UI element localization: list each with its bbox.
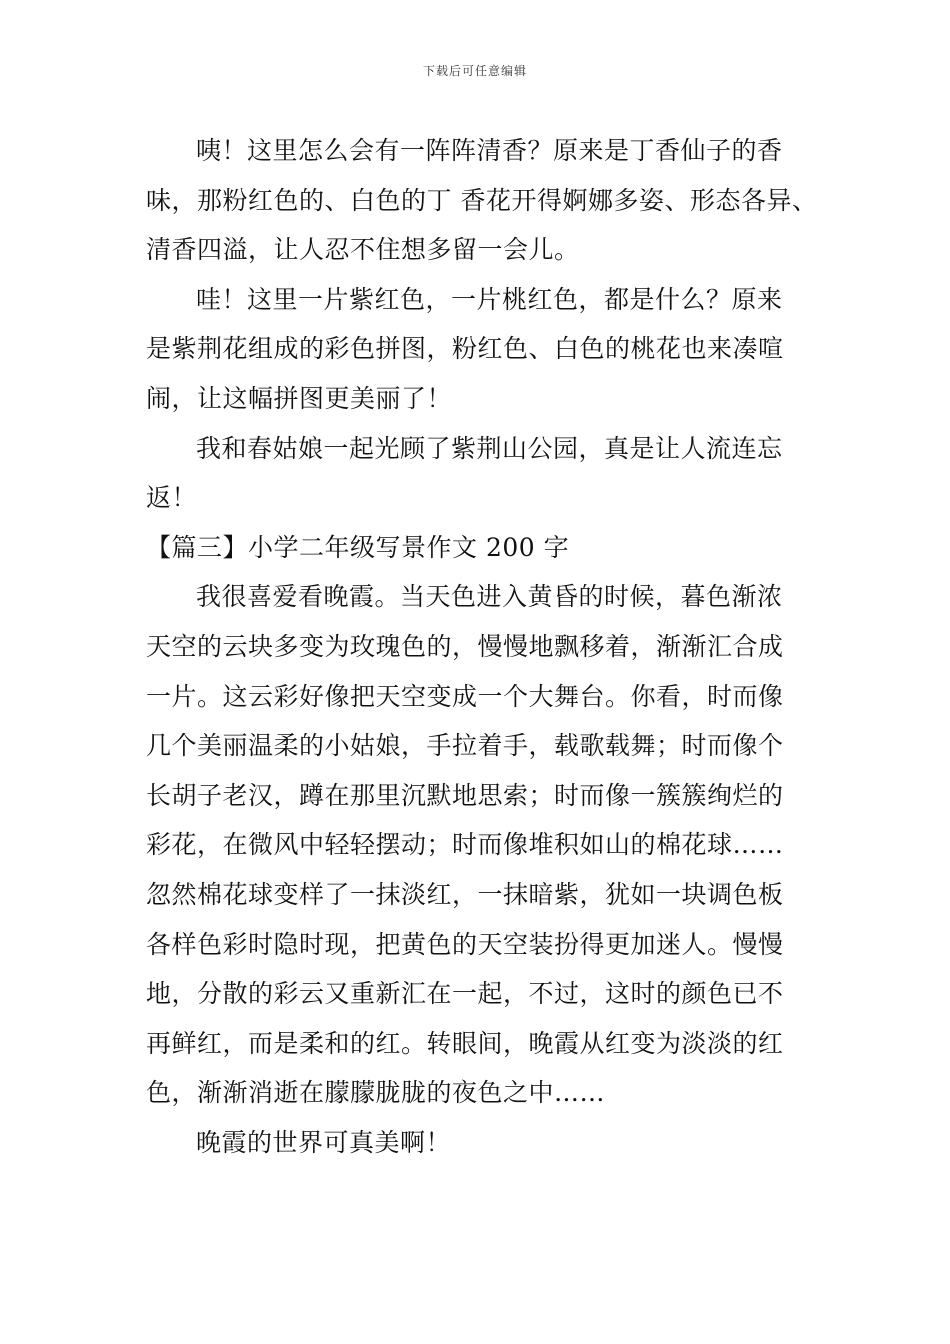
paragraph-line: 哇！这里一片紫红色，一片桃红色，都是什么？原来 [196,284,783,314]
paragraph-line: 忽然棉花球变样了一抹淡红，一抹暗紫，犹如一块调色板 [146,879,784,909]
paragraph-line: 返！ [146,483,198,513]
paragraph-line: 地，分散的彩云又重新汇在一起，不过，这时的颜色已不 [146,979,784,1009]
paragraph-line: 再鲜红，而是柔和的红。转眼间，晚霞从红变为淡淡的红 [146,1028,784,1058]
document-body [146,126,826,1167]
paragraph-line: 彩花，在微风中轻轻摆动；时而像堆积如山的棉花球…… [146,830,784,860]
paragraph-line: 几个美丽温柔的小姑娘，手拉着手，载歌载舞；时而像个 [146,731,784,761]
paragraph-line: 我很喜爱看晚霞。当天色进入黄昏的时候，暮色渐浓 [196,582,783,612]
paragraph-line: 是紫荆花组成的彩色拼图，粉红色、白色的桃花也来凑喧 [146,334,784,364]
paragraph-line: 一片。这云彩好像把天空变成一个大舞台。你看，时而像 [146,681,784,711]
paragraph-line: 各样色彩时隐时现，把黄色的天空装扮得更加迷人。慢慢 [146,929,784,959]
paragraph-line: 天空的云块多变为玫瑰色的，慢慢地飘移着，渐渐汇合成 [146,631,784,661]
paragraph-line: 咦！这里怎么会有一阵阵清香？原来是丁香仙子的香 [196,136,783,165]
paragraph-line: 我和春姑娘一起光顾了紫荆山公园，真是让人流连忘 [196,433,783,463]
paragraph-line: 长胡子老汉，蹲在那里沉默地思索；时而像一簇簇绚烂的 [146,780,784,810]
paragraph-line: 晚霞的世界可真美啊！ [196,1127,452,1157]
paragraph-line: 味，那粉红色的、白色的丁 香花开得婀娜多姿、形态各异、 [146,185,818,215]
section-heading: 【篇三】小学二年级写景作文 200 字 [146,532,570,562]
paragraph-line: 清香四溢，让人忍不住想多留一会儿。 [146,235,580,265]
page-header-note: 下载后可任意编辑 [422,64,527,78]
paragraph-line: 闹，让这幅拼图更美丽了！ [146,383,453,413]
paragraph-line: 色，渐渐消逝在朦朦胧胧的夜色之中…… [146,1078,606,1108]
